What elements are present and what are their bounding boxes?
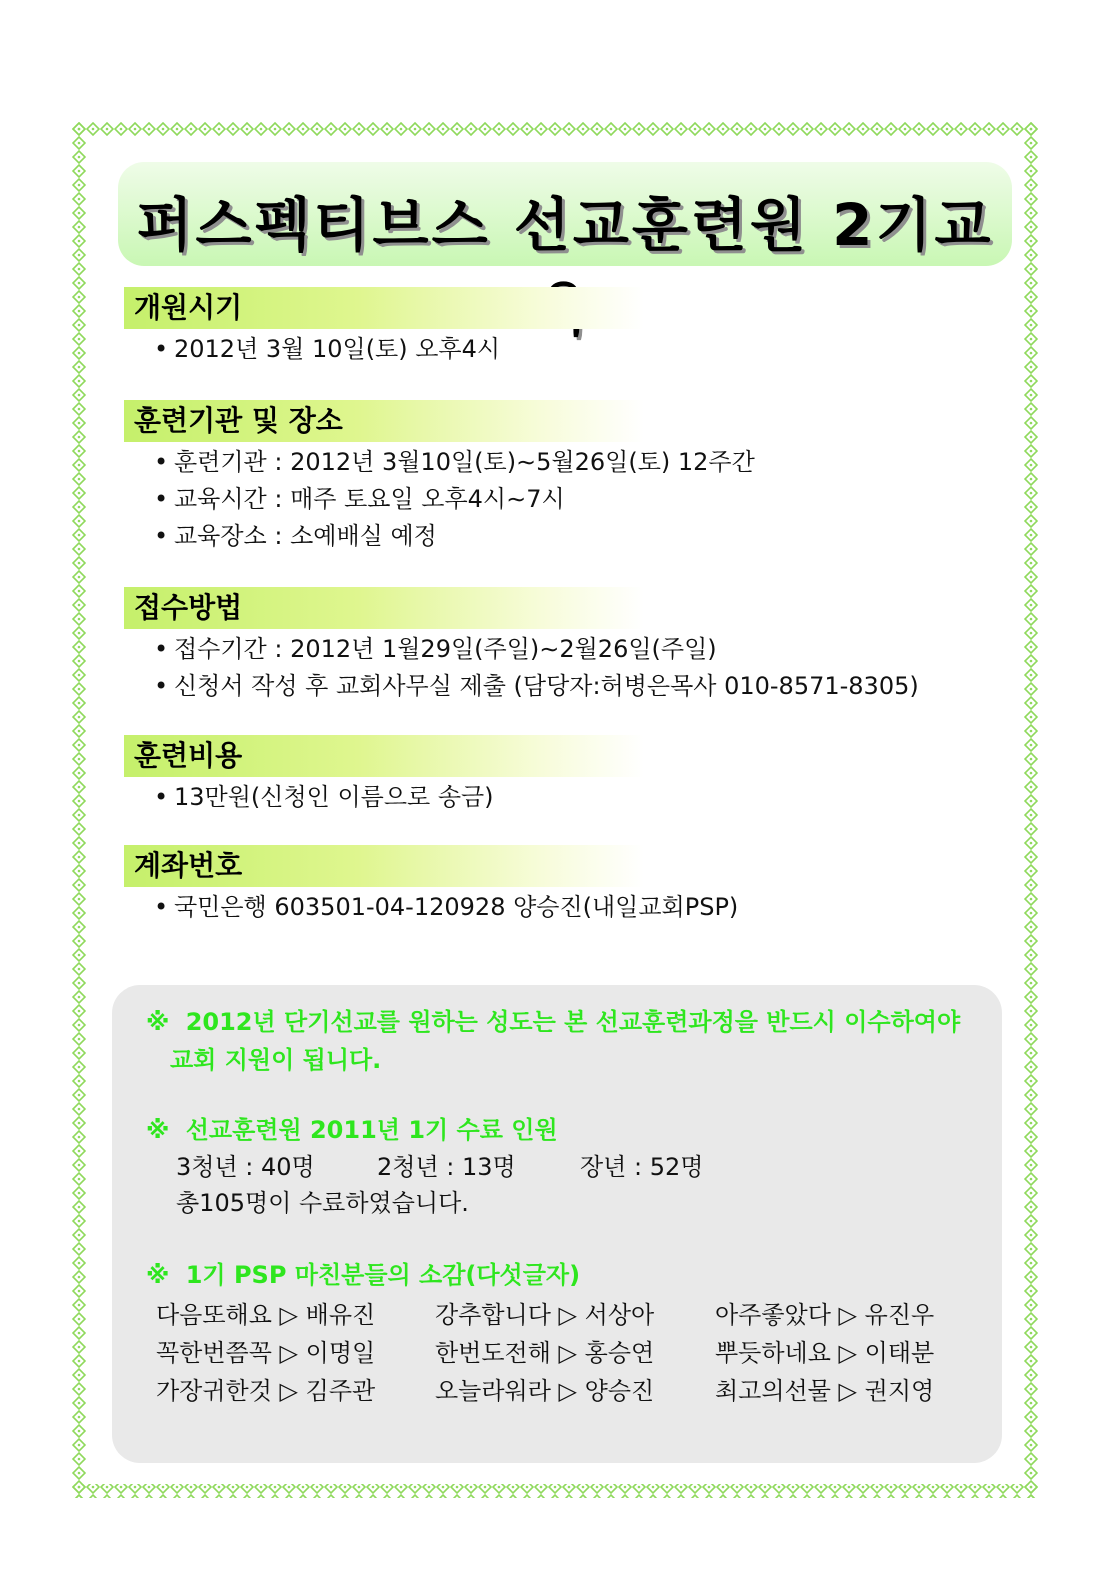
impression-item: 오늘라워라 ▷ 양승진 [435,1377,655,1405]
impression-item: 꼭한번쯤꼭 ▷ 이명일 [156,1339,376,1367]
impression-item: 다음또해요 ▷ 배유진 [156,1301,376,1329]
graduates-count-youth3: 3청년 : 40명 [176,1153,315,1181]
page-title: 퍼스펙티브스 선교훈련원 2기교 [136,191,994,259]
requirement-note [146,1002,960,1037]
impression-item: 강추합니다 ▷ 서상아 [435,1301,655,1329]
bullet-icon: • [154,522,169,550]
section-opening-date [124,287,1024,368]
section-heading: 개원시기 [124,287,644,329]
impression-item: 아주좋았다 ▷ 유진우 [715,1301,935,1329]
list-item [124,779,1024,816]
bullet-icon: • [154,335,169,363]
impressions-title: 1기 PSP 마친분들의 소감(다섯글자) [185,1261,581,1289]
bullet-icon: • [154,893,169,921]
list-item [124,331,1024,368]
list-item [124,631,1024,668]
impression-item: 한번도전해 ▷ 홍승연 [435,1339,655,1367]
graduates-total: 총105명이 수료하였습니다. [176,1189,469,1217]
title-banner [118,162,1012,266]
list-item-text: 접수기간 : 2012년 1월29일(주일)∼2월26일(주일) [174,635,717,663]
bullet-icon: • [154,448,169,476]
impression-item: 최고의선물 ▷ 권지영 [715,1377,935,1405]
section-account [124,845,1024,926]
section-heading: 접수방법 [124,587,644,629]
impressions-heading [146,1255,580,1290]
list-item-text: 훈련기관 : 2012년 3월10일(토)∼5월26일(토) 12주간 [174,448,755,476]
note-mark-icon: ※ [146,1261,170,1289]
list-item [124,444,1024,481]
bullet-icon: • [154,485,169,513]
impression-item: 뿌듯하네요 ▷ 이태분 [715,1339,935,1367]
list-item-text: 신청서 작성 후 교회사무실 제출 (담당자:허병은목사 010-8571-8305) [174,672,919,700]
section-registration [124,587,1024,705]
list-item-text: 13만원(신청인 이름으로 송금) [174,783,494,811]
list-item [124,668,1024,705]
note-mark-icon: ※ [146,1008,170,1036]
list-item-text: 교육장소 : 소예배실 예정 [174,522,437,550]
graduates-title: 선교훈련원 2011년 1기 수료 인원 [185,1116,558,1144]
section-heading: 계좌번호 [124,845,644,887]
note-mark-icon: ※ [146,1116,170,1144]
bullet-icon: • [154,672,169,700]
section-heading: 훈련기관 및 장소 [124,400,644,442]
graduates-heading [146,1110,558,1145]
bullet-icon: • [154,635,169,663]
impression-item: 가장귀한것 ▷ 김주관 [156,1377,376,1405]
list-item [124,889,1024,926]
requirement-line-2: 교회 지원이 됩니다. [170,1046,382,1074]
section-heading: 훈련비용 [124,735,644,777]
bullet-icon: • [154,783,169,811]
list-item [124,481,1024,518]
list-item [124,518,1024,555]
section-cost [124,735,1024,816]
graduates-count-youth2: 2청년 : 13명 [377,1153,516,1181]
list-item-text: 교육시간 : 매주 토요일 오후4시∼7시 [174,485,565,513]
list-item-text: 2012년 3월 10일(토) 오후4시 [174,335,501,363]
graduates-count-adults: 장년 : 52명 [580,1153,704,1181]
requirement-line-1: 2012년 단기선교를 원하는 성도는 본 선교훈련과정을 반드시 이수하여야 [185,1008,961,1036]
list-item-text: 국민은행 603501-04-120928 양승진(내일교회PSP) [174,893,739,921]
section-training-place [124,400,1024,555]
